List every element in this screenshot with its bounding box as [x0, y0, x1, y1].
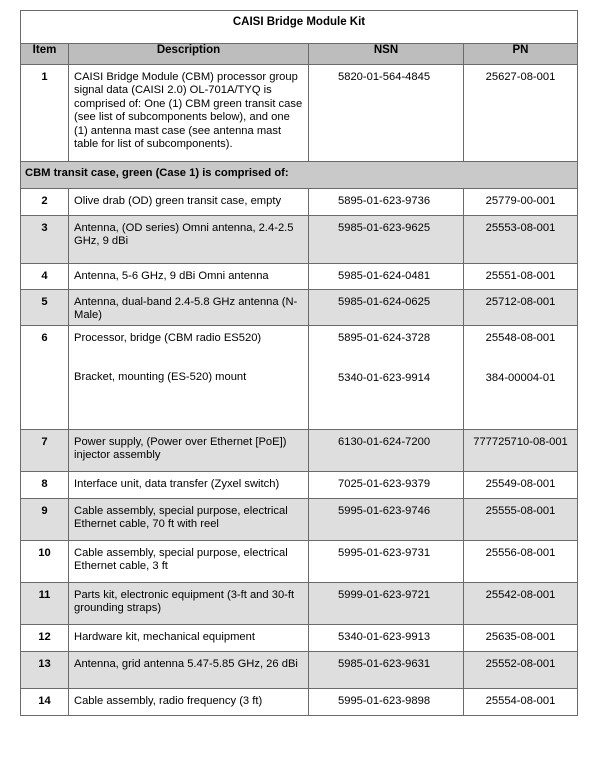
header-pn: PN [464, 44, 578, 65]
pn-sub: 384-00004-01 [485, 372, 556, 384]
item-nsn: 7025-01-623-9379 [309, 472, 464, 499]
item-number: 12 [21, 625, 69, 652]
table-row [21, 472, 578, 499]
item-nsn: 5895-01-623-9736 [309, 189, 464, 216]
item-pn: 25553-08-001 [464, 216, 578, 264]
item-description: Cable assembly, special purpose, electrical Ethernet cable, 3 ft [69, 541, 309, 583]
kit-table [20, 10, 578, 716]
section-label: CBM transit case, green (Case 1) is comprised of: [21, 162, 578, 189]
item-nsn: 5985-01-624-0625 [309, 290, 464, 326]
item-description: Hardware kit, mechanical equipment [69, 625, 309, 652]
rows-group-a [21, 65, 578, 162]
table-row [21, 583, 578, 625]
item-pn: 25552-08-001 [464, 652, 578, 689]
title-row [21, 11, 578, 44]
item-number: 2 [21, 189, 69, 216]
item-nsn: 5985-01-623-9631 [309, 652, 464, 689]
item-description: Antenna, 5-6 GHz, 9 dBi Omni antenna [69, 264, 309, 290]
item-pn: 25549-08-001 [464, 472, 578, 499]
item-number: 1 [21, 65, 69, 162]
table-row [21, 65, 578, 162]
item-nsn: 5999-01-623-9721 [309, 583, 464, 625]
item-description [69, 326, 309, 430]
table-row [21, 689, 578, 716]
table-row [21, 326, 578, 430]
item-number: 9 [21, 499, 69, 541]
item-nsn: 5985-01-624-0481 [309, 264, 464, 290]
item-pn: 25551-08-001 [464, 264, 578, 290]
nsn-sub: 5340-01-623-9914 [338, 372, 431, 384]
item-pn [464, 326, 578, 430]
item-nsn: 5995-01-623-9731 [309, 541, 464, 583]
item-nsn [309, 326, 464, 430]
pn-main: 25548-08-001 [485, 332, 556, 344]
item-description: Cable assembly, special purpose, electrical Ethernet cable, 70 ft with reel [69, 499, 309, 541]
table-row [21, 430, 578, 472]
header-row [21, 44, 578, 65]
nsn-main: 5895-01-624-3728 [338, 332, 431, 344]
item-number: 5 [21, 290, 69, 326]
item-nsn: 5820-01-564-4845 [309, 65, 464, 162]
table-row [21, 216, 578, 264]
item-pn: 777725710-08-001 [464, 430, 578, 472]
table-row [21, 189, 578, 216]
item-number: 4 [21, 264, 69, 290]
header-item: Item [21, 44, 69, 65]
item-pn: 25542-08-001 [464, 583, 578, 625]
table-row [21, 290, 578, 326]
item-pn: 25555-08-001 [464, 499, 578, 541]
item-nsn: 5985-01-623-9625 [309, 216, 464, 264]
item-description: Antenna, grid antenna 5.47-5.85 GHz, 26 dBi [69, 652, 309, 689]
item-pn: 25556-08-001 [464, 541, 578, 583]
item-description: Interface unit, data transfer (Zyxel switch) [69, 472, 309, 499]
header-nsn: NSN [309, 44, 464, 65]
table-row [21, 652, 578, 689]
item-description: Parts kit, electronic equipment (3-ft and 30-ft grounding straps) [69, 583, 309, 625]
item-description: Power supply, (Power over Ethernet [PoE]) injector assembly [69, 430, 309, 472]
rows-group-b [21, 189, 578, 716]
item-nsn: 5340-01-623-9913 [309, 625, 464, 652]
item-pn: 25635-08-001 [464, 625, 578, 652]
table-title: CAISI Bridge Module Kit [21, 11, 578, 44]
item-number: 7 [21, 430, 69, 472]
item-pn: 25627-08-001 [464, 65, 578, 162]
header-description: Description [69, 44, 309, 65]
table-row [21, 541, 578, 583]
item-description: Olive drab (OD) green transit case, empty [69, 189, 309, 216]
item-nsn: 5995-01-623-9746 [309, 499, 464, 541]
item-number: 6 [21, 326, 69, 430]
item-pn: 25712-08-001 [464, 290, 578, 326]
item-number: 13 [21, 652, 69, 689]
section-row [21, 162, 578, 189]
item-number: 3 [21, 216, 69, 264]
item-description: Antenna, (OD series) Omni antenna, 2.4-2.5 GHz, 9 dBi [69, 216, 309, 264]
item-number: 11 [21, 583, 69, 625]
item-description: Cable assembly, radio frequency (3 ft) [69, 689, 309, 716]
table-row [21, 264, 578, 290]
item-pn: 25779-00-001 [464, 189, 578, 216]
description-sub: Bracket, mounting (ES-520) mount [74, 371, 247, 384]
item-number: 14 [21, 689, 69, 716]
table-row [21, 499, 578, 541]
item-nsn: 6130-01-624-7200 [309, 430, 464, 472]
item-pn: 25554-08-001 [464, 689, 578, 716]
item-description: Antenna, dual-band 2.4-5.8 GHz antenna (N-Male) [69, 290, 309, 326]
item-number: 10 [21, 541, 69, 583]
table-row [21, 625, 578, 652]
item-number: 8 [21, 472, 69, 499]
item-description: CAISI Bridge Module (CBM) processor group signal data (CAISI 2.0) OL-701A/TYQ is comprised of: One (1) CBM green transit case (see list of subcomponents below), and one (1) antenna mast case (see antenna mast table for list of subcomponents). [69, 65, 309, 162]
description-main: Processor, bridge (CBM radio ES520) [74, 332, 262, 344]
item-nsn: 5995-01-623-9898 [309, 689, 464, 716]
